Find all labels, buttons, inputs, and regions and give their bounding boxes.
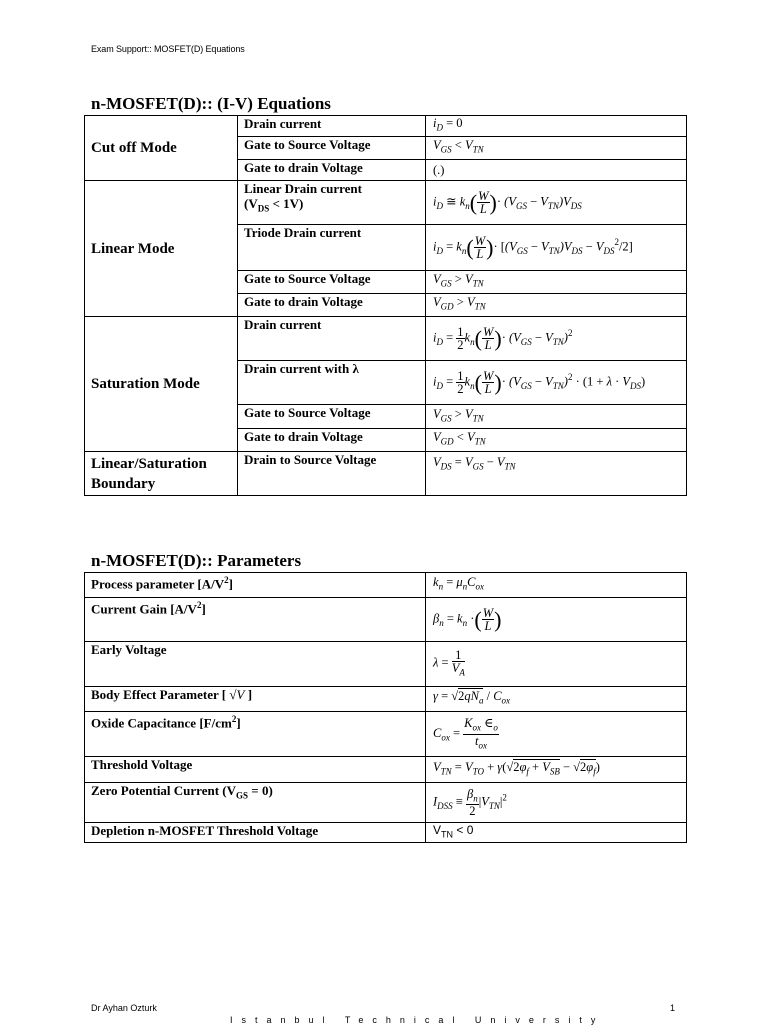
equation: $k_n = \mu_nC_{ox}$ (426, 573, 687, 598)
equation: $V_{GD} < V_{TN}$ (426, 429, 687, 452)
equation: $V_{GS} > V_{TN}$ (426, 271, 687, 294)
equation: $\beta_n = k_n$ ·( $\frac{W}{L}$ ) (426, 598, 687, 642)
equation: $C_{ox}$ = $\frac{K_{ox} \in_o}{t_{ox}}$ (426, 712, 687, 757)
iv-section-title: n-MOSFET(D):: (I-V) Equations (91, 94, 331, 113)
equation: $I_{DSS}$ ≡ $\frac{\beta_n}{2}$ $|V_{TN}|^2$ (426, 783, 687, 823)
param-label: Early Voltage (85, 642, 426, 687)
params-section-title: n-MOSFET(D):: Parameters (91, 551, 302, 570)
row-label: Gate to Source Voltage (238, 405, 426, 429)
row-label: Gate to drain Voltage (238, 294, 426, 317)
equation: λ = $\frac{1}{V_A}$ (426, 642, 687, 687)
param-label: Body Effect Parameter [ √V ] (85, 687, 426, 712)
row-label: Drain current with λ (238, 361, 426, 405)
equation: $\gamma = √2qN_a / C_{ox}$ (426, 687, 687, 712)
iv-equations-table (84, 115, 687, 496)
row-label: Gate to Source Voltage (238, 137, 426, 160)
footer-university: Istanbul Technical University (230, 1015, 605, 1025)
equation: $V_{GS} < V_{TN}$ (426, 137, 687, 160)
param-label: Process parameter $[A/V^2]$ (85, 573, 426, 598)
param-label: Current Gain $[A/V^2]$ (85, 598, 426, 642)
saturation-mode-label: Saturation Mode (85, 317, 238, 452)
equation: $i_D = 0$ (426, 116, 687, 137)
row-label: Gate to drain Voltage (238, 429, 426, 452)
equation: $i_D = k_n$( $\frac{W}{L}$ )· $[(V_{GS} - V_{TN})V_{DS} - V_{DS}^2/2]$ (426, 225, 687, 271)
row-label (238, 181, 426, 225)
row-label: Drain current (238, 317, 426, 361)
equation: $V_{TN} < 0$ (426, 823, 687, 843)
row-label: Drain to Source Voltage (238, 452, 426, 496)
equation: $i_D$ = $\frac{1}{2}$ $k_n$( $\frac{W}{L}$ )· $(V_{GS} - V_{TN})^2$ (426, 317, 687, 361)
row-label-line: $(V_{DS} < 1V)$ (244, 196, 304, 214)
params-table (84, 572, 687, 843)
cutoff-mode-label: Cut off Mode (85, 116, 238, 181)
equation: $V_{TN} = V_{TO} + \gamma(√2\varphi_f + V_{SB} - √2\varphi_f)$ (426, 757, 687, 783)
equation: $i_D$ = $\frac{1}{2}$ $k_n$( $\frac{W}{L}$ )· $(V_{GS} - V_{TN})^2 \cdot (1 + \lambda \cdot V_{DS})$ (426, 361, 687, 405)
equation: $i_D$ ≅ $k_n$( $\frac{W}{L}$ )· $(V_{GS} - V_{TN})V_{DS}$ (426, 181, 687, 225)
param-label: Threshold Voltage (85, 757, 426, 783)
row-label: Gate to drain Voltage (238, 160, 426, 181)
page-header: Exam Support:: MOSFET(D) Equations (91, 44, 245, 54)
footer-page-number: 1 (670, 1003, 676, 1013)
boundary-mode-label: Linear/Saturation Boundary (85, 452, 238, 496)
linear-mode-label: Linear Mode (85, 181, 238, 317)
equation: (.) (426, 160, 687, 181)
equation: $V_{GD} > V_{TN}$ (426, 294, 687, 317)
param-label: Zero Potential Current $(V_{GS} = 0)$ (85, 783, 426, 823)
row-label: Drain current (238, 116, 426, 137)
footer-author: Dr Ayhan Ozturk (91, 1003, 157, 1013)
param-label: Oxide Capacitance $[F/cm^2]$ (85, 712, 426, 757)
param-label: Depletion n-MOSFET Threshold Voltage (85, 823, 426, 843)
row-label: Triode Drain current (238, 225, 426, 271)
equation: $V_{DS} = V_{GS} - V_{TN}$ (426, 452, 687, 496)
row-label: Gate to Source Voltage (238, 271, 426, 294)
row-label-line: Linear Drain current (244, 181, 362, 196)
equation: $V_{GS} > V_{TN}$ (426, 405, 687, 429)
